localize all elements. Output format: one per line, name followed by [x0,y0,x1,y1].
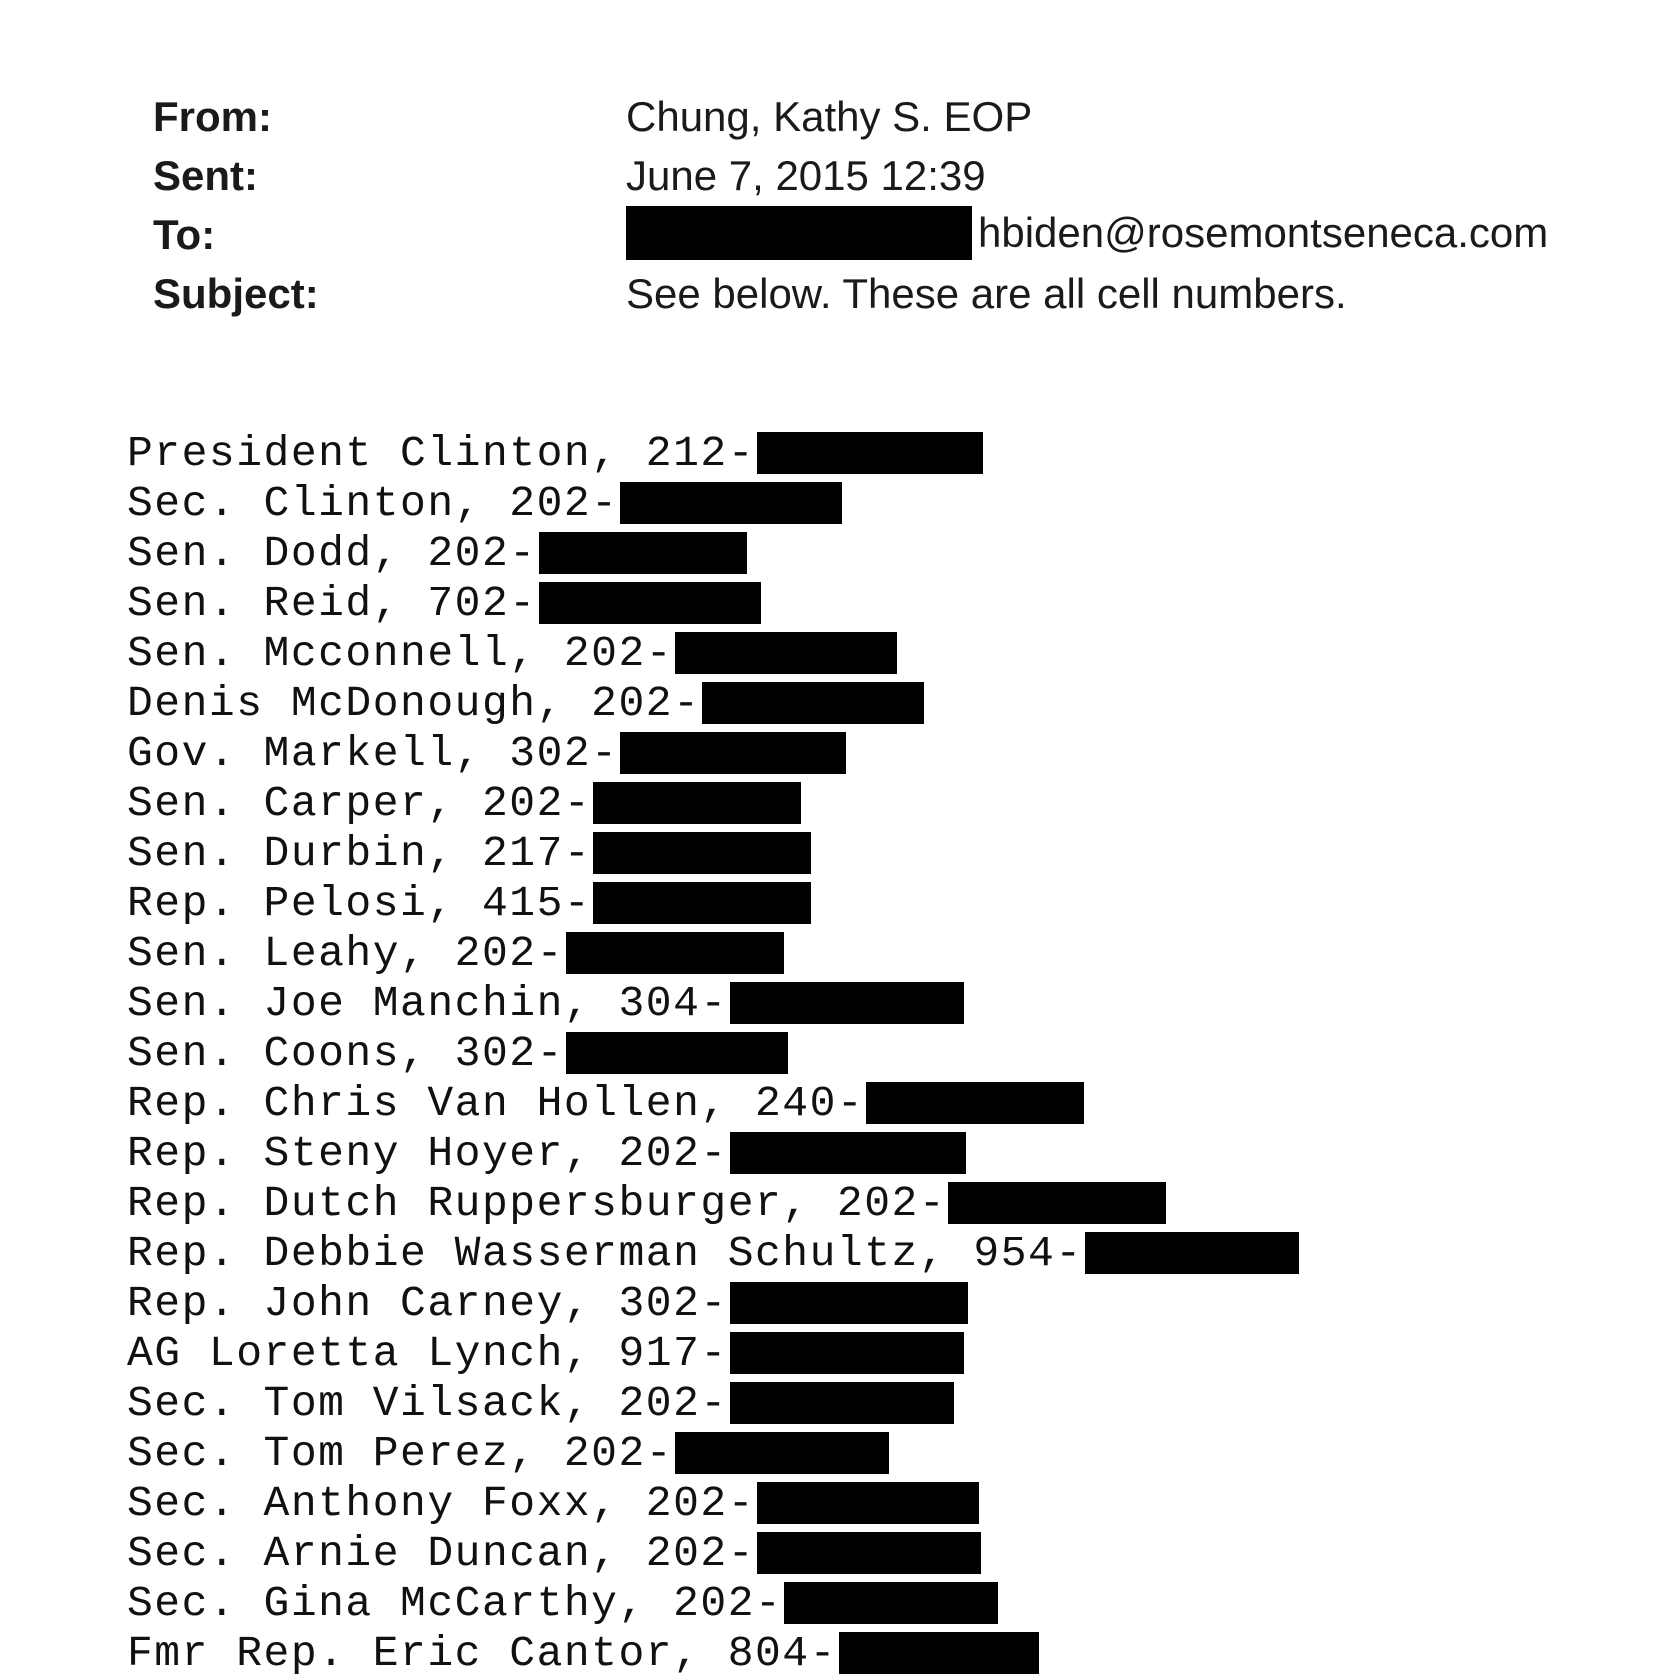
contact-text: Sec. Clinton, 202- [127,478,619,528]
contact-item [127,1078,1299,1128]
contact-item [127,1528,1299,1578]
redaction-block [702,682,924,724]
contact-item [127,1278,1299,1328]
contact-text: Sen. Reid, 702- [127,578,537,628]
contact-item [127,1628,1299,1678]
contact-text: Sec. Tom Vilsack, 202- [127,1378,728,1428]
redaction-block [539,532,747,574]
contact-text: Sec. Gina McCarthy, 202- [127,1578,783,1628]
redaction-block [626,206,972,260]
contact-item [127,928,1299,978]
contact-text: Rep. John Carney, 302- [127,1278,728,1328]
contact-list [127,428,1299,1678]
contact-text: Sec. Anthony Foxx, 202- [127,1478,755,1528]
contact-text: Rep. Pelosi, 415- [127,878,592,928]
redaction-block [757,1532,981,1574]
contact-text: Sen. Leahy, 202- [127,928,564,978]
contact-text: AG Loretta Lynch, 917- [127,1328,728,1378]
contact-text: Sen. Dodd, 202- [127,528,537,578]
redaction-block [675,632,897,674]
contact-item [127,978,1299,1028]
contact-item [127,678,1299,728]
contact-item [127,1478,1299,1528]
redaction-block [948,1182,1166,1224]
contact-text: Rep. Dutch Ruppersburger, 202- [127,1178,947,1228]
contact-item [127,828,1299,878]
contact-text: Rep. Chris Van Hollen, 240- [127,1078,865,1128]
redaction-block [566,932,784,974]
contact-text: Fmr Rep. Eric Cantor, 804- [127,1628,837,1678]
redaction-block [730,1132,966,1174]
contact-item [127,878,1299,928]
redaction-block [839,1632,1039,1674]
contact-item [127,628,1299,678]
redaction-block [593,782,801,824]
contact-item [127,1428,1299,1478]
from-label: From: [153,93,272,140]
contact-text: President Clinton, 212- [127,428,755,478]
contact-text: Sen. Carper, 202- [127,778,592,828]
redaction-block [757,1482,979,1524]
to-value: hbiden@rosemontseneca.com [978,209,1549,256]
contact-item [127,578,1299,628]
redaction-block [593,882,811,924]
to-label: To: [153,211,216,258]
contact-text: Sen. Coons, 302- [127,1028,564,1078]
contact-item [127,728,1299,778]
contact-text: Sec. Arnie Duncan, 202- [127,1528,755,1578]
redaction-block [566,1032,788,1074]
subject-value: See below. These are all cell numbers. [626,270,1347,317]
subject-label: Subject: [153,270,319,317]
contact-item [127,1378,1299,1428]
redaction-block [593,832,811,874]
redaction-block [784,1582,998,1624]
redaction-block [730,1382,954,1424]
contact-text: Denis McDonough, 202- [127,678,701,728]
from-value: Chung, Kathy S. EOP [626,93,1033,140]
contact-item [127,528,1299,578]
contact-item [127,478,1299,528]
contact-item [127,1578,1299,1628]
contact-item [127,1128,1299,1178]
redaction-block [539,582,761,624]
contact-item [127,1178,1299,1228]
redaction-block [620,732,846,774]
contact-item [127,778,1299,828]
contact-text: Sen. Durbin, 217- [127,828,592,878]
contact-text: Gov. Markell, 302- [127,728,619,778]
sent-label: Sent: [153,152,258,199]
contact-text: Rep. Debbie Wasserman Schultz, 954- [127,1228,1083,1278]
contact-text: Sen. Mcconnell, 202- [127,628,674,678]
contact-text: Rep. Steny Hoyer, 202- [127,1128,728,1178]
contact-item [127,428,1299,478]
contact-text: Sec. Tom Perez, 202- [127,1428,674,1478]
redaction-block [866,1082,1084,1124]
redaction-block [757,432,983,474]
contact-text: Sen. Joe Manchin, 304- [127,978,728,1028]
redaction-block [675,1432,889,1474]
redaction-block [730,982,964,1024]
redaction-block [730,1332,964,1374]
redaction-block [1085,1232,1299,1274]
sent-value: June 7, 2015 12:39 [626,152,986,199]
redaction-block [620,482,842,524]
redaction-block [730,1282,968,1324]
contact-item [127,1228,1299,1278]
contact-item [127,1328,1299,1378]
contact-item [127,1028,1299,1078]
